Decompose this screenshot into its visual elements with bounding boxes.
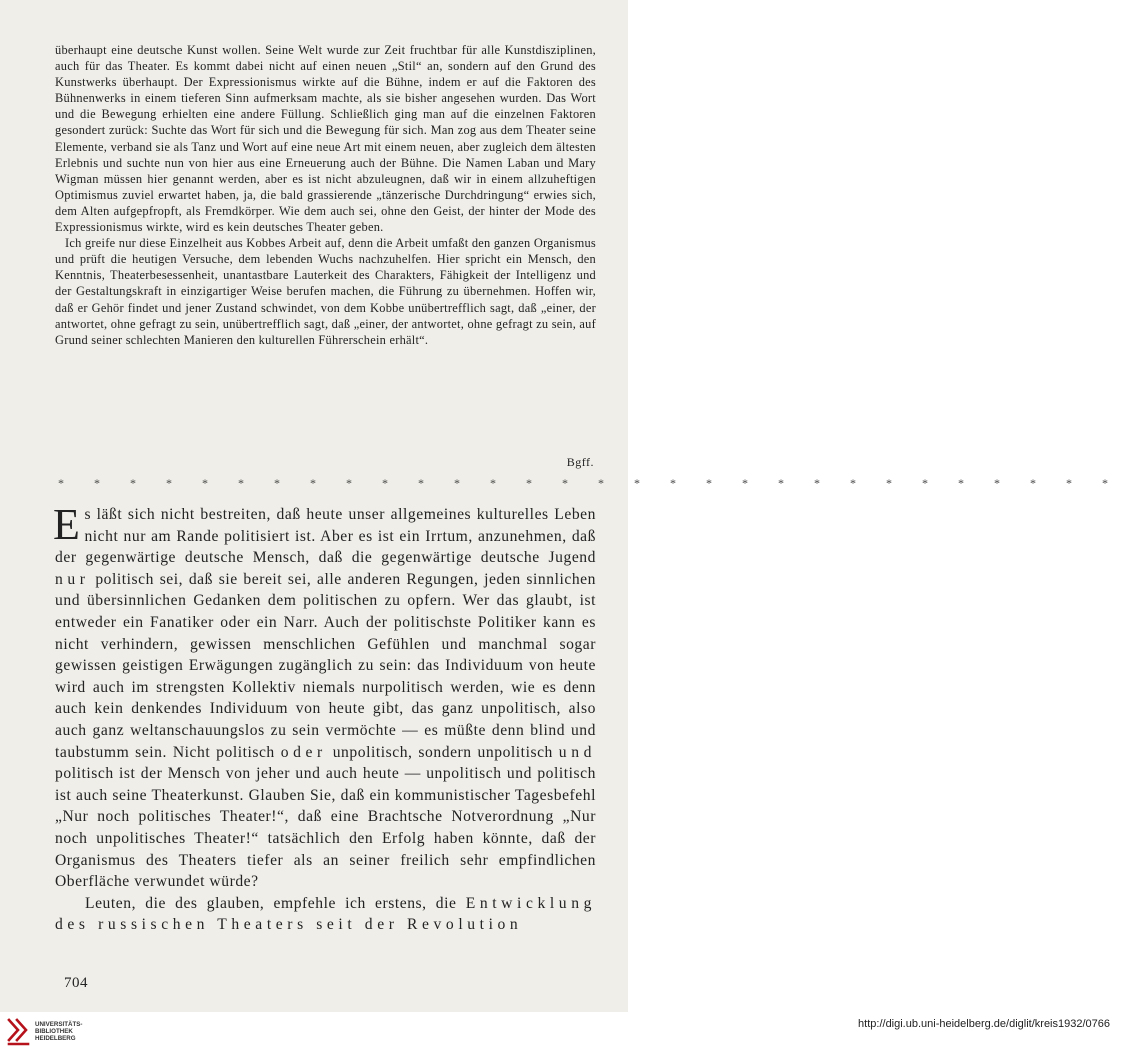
library-name-line: HEIDELBERG (35, 1035, 76, 1043)
footer-bar (0, 1012, 628, 1055)
paragraph: überhaupt eine deutsche Kunst wollen. Seine Welt wurde zur Zeit fruchtbar für alle Kunstdisziplinen, auch für das Theater. Es kommt dabei nicht auf einen neuen „Stil“ an, sondern auf den Grund des Kunstwerks überhaupt. Der Expressionismus wirkte auf die Bühne, indem er auf die Faktoren des Bühnenwerks in einem tieferen Sinn aufmerksam machte, als sie bisher angesehen wurden. Das Wort und die Bewegung erhielten eine andere Füllung. Schließlich ging man auf die einzelnen Faktoren gesondert zurück: Suchte das Wort für sich und die Bewegung für sich. Man zog aus dem Theater seine Elemente, verband sie als Tanz und Wort auf eine neue Art mit einem neuen, aber zugleich dem ältesten Erlebnis und suchte nun von hier aus eine Erneuerung auch der Bühne. Die Namen Laban und Mary Wigman müssen hier genannt werden, aber es ist nicht abzuleugnen, daß wir in einem allzuheftigen Optimismus zuviel erwartet haben, ja, die bald grassierende „tänzerische Durchdringung“ erwies sich, dem Alten aufgepfropft, als Fremdkörper. Wie dem auch sei, ohne den Geist, der hinter der Mode des Expressionismus wirkte, wird es kein deutsches Theater geben. (55, 43, 596, 235)
paragraph (53, 500, 596, 893)
article-body (53, 500, 596, 936)
library-name-line: BIBLIOTHEK (35, 1028, 73, 1036)
previous-article-ending (55, 42, 596, 348)
paragraph (55, 893, 596, 936)
emphasized-text: Entwicklung des russischen Theaters seit der Revolution (55, 894, 596, 934)
drop-cap: E (53, 500, 81, 549)
text-run: s läßt sich nicht bestreiten, daß heute unser allgemeines kulturelles Leben nicht nur am Rande politisiert ist. Aber es ist ein Irrtum, anzunehmen, daß der gegenwärtige deutsche Mensch, daß die gegenwärtige deutsche Jugend (55, 506, 596, 567)
text-run: politisch ist der Mensch von jeher und auch heute — unpolitisch und politisch ist auch seine Theaterkunst. Glauben Sie, daß ein kommunistischer Tagesbefehl „Nur noch politisches Theater!“, daß eine Brachtsche Notverordnung „Nur noch unpolitisches Theater!“ tatsächlich den Erfolg haben könnte, daß der Organismus des Theaters tiefer als an seiner freilich sehr empfindlichen Oberfläche verwundet würde? (55, 765, 596, 891)
source-url-link[interactable]: http://digi.ub.uni-heidelberg.de/diglit/kreis1932/0766 (858, 1018, 1110, 1030)
section-divider: * * * * * * * * * * * * * * * * * * * * * * * * * * * * * * (58, 476, 1122, 490)
emphasized-text: nur (55, 570, 90, 588)
library-name-line: UNIVERSITÄTS- (35, 1021, 83, 1028)
text-run: politisch sei, daß sie bereit sei, alle anderen Regungen, jeden sinnlichen und übersinnlichen Gedanken dem politischen zu opfern. Wer das glaubt, ist entweder ein Fanatiker oder ein Narr. Auch der politischste Politiker kann es nicht verhindern, gewissen menschlichen Gefühlen und manchmal sogar gewissen geistigen Erwägungen zugänglich zu sein: das Individuum von heute wird auch im strengsten Kollektiv niemals nurpolitisch werden, wie es denn auch kein denkendes Individuum von heute gibt, das ganz unpolitisch, also auch ganz weltanschauungslos zu sein vermöchte — es müßte denn blind und taubstumm sein. Nicht politisch (55, 570, 596, 761)
page-number: 704 (64, 975, 88, 991)
emphasized-text: und (558, 743, 596, 761)
text-run: unpolitisch, sondern unpolitisch (332, 743, 553, 761)
text-run: Leuten, die des glauben, empfehle ich erstens, die (85, 894, 457, 912)
library-logo-icon[interactable] (6, 1016, 32, 1048)
emphasized-text: oder (280, 743, 327, 761)
author-signature: Bgff. (566, 455, 594, 469)
library-name[interactable] (35, 1021, 82, 1043)
paragraph: Ich greife nur diese Einzelheit aus Kobbes Arbeit auf, denn die Arbeit umfaßt den ganzen Organismus und prüft die heutigen Versuche, dem lebenden Wuchs nachzuhelfen. Hier spricht ein Mensch, den Kenntnis, Theaterbesessenheit, unantastbare Lauterkeit des Charakters, Fähigkeit der Intelligenz und der Gestaltungskraft in einzigartiger Weise berufen machen, die Führung zu übernehmen. Hoffen wir, daß er Gehör findet und jener Zustand schwindet, von dem Kobbe unübertrefflich sagt, daß „einer, der antwortet, ohne gefragt zu sein, unübertrefflich sagt, daß „einer, der antwortet, ohne gefragt zu sein, auf Grund seiner schlechten Manieren den kulturellen Führerschein erhält“. (55, 236, 596, 347)
